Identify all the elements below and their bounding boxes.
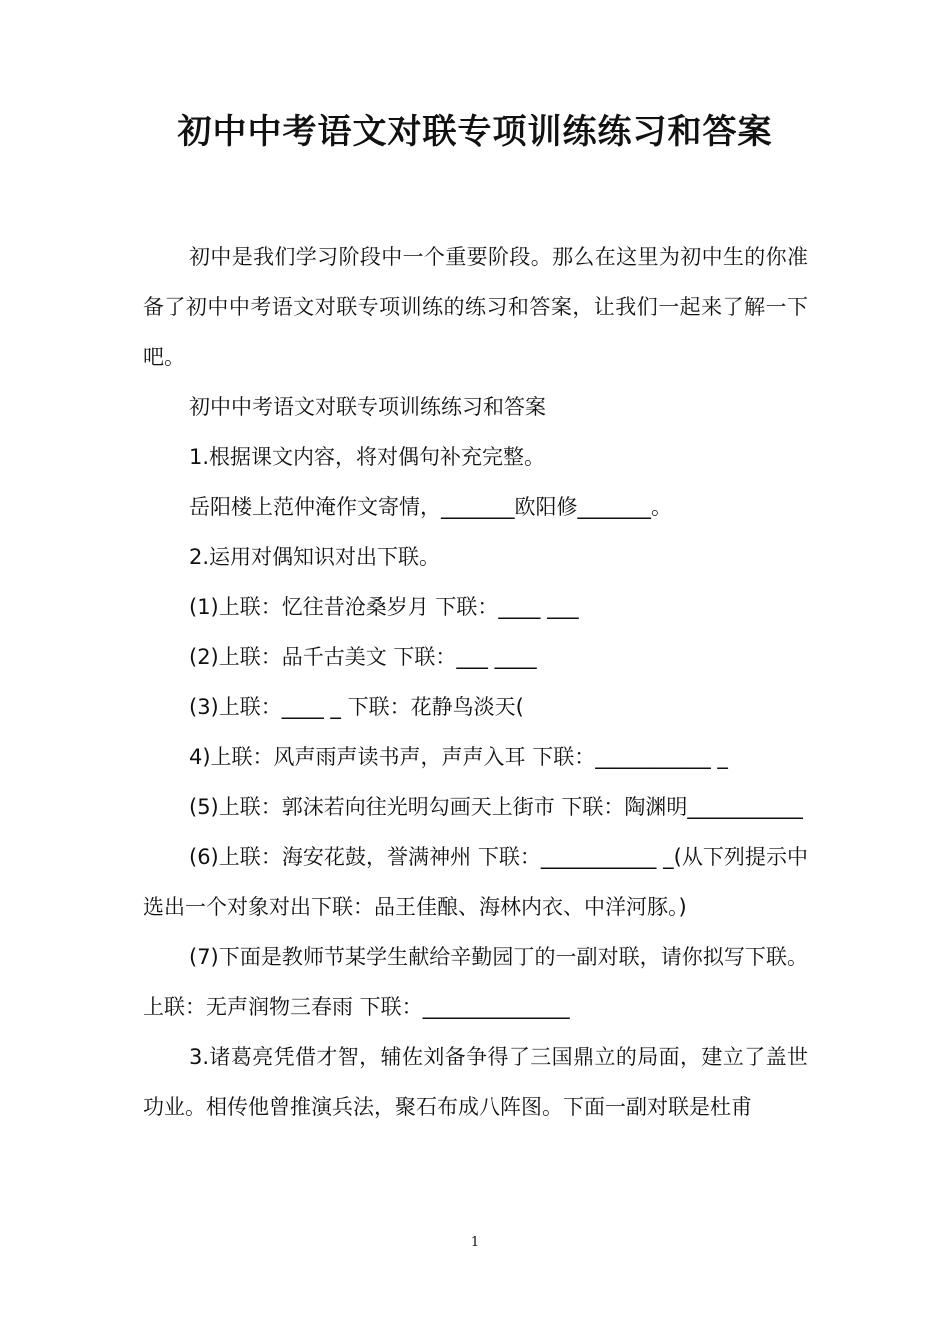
paragraph-question-1: 1.根据课文内容，将对偶句补充完整。 <box>189 445 546 469</box>
paragraph-question-3: 3.诸葛亮凭借才智，辅佐刘备争得了三国鼎立的局面，建立了盖世功业。相传他曾推演兵法，聚石布成八阵图。下面一副对联是杜甫 <box>143 1045 808 1119</box>
paragraph-couplet-7: (7)下面是教师节某学生献给辛勤园丁的一副对联，请你拟写下联。上联：无声润物三春雨 下联：______________ <box>143 945 808 1019</box>
paragraph-subtitle: 初中中考语文对联专项训练练习和答案 <box>189 395 546 419</box>
paragraph-couplet-1: (1)上联：忆往昔沧桑岁月 下联：____ ___ <box>189 595 579 619</box>
paragraph-couplet-2: (2)上联：品千古美文 下联：___ ____ <box>189 645 537 669</box>
paragraph-question-1-item: 岳阳楼上范仲淹作文寄情，_______欧阳修_______。 <box>189 495 672 519</box>
paragraph-couplet-6: (6)上联：海安花鼓，誉满神州 下联：___________ _(从下列提示中选出一个对象对出下联：品王佳酿、海林内衣、中洋河豚。) <box>143 845 808 919</box>
document-title: 初中中考语文对联专项训练练习和答案 <box>177 112 773 152</box>
page-number: 1 <box>470 1235 480 1250</box>
paragraph-couplet-5: (5)上联：郭沫若向往光明勾画天上街市 下联：陶渊明___________ <box>189 795 803 819</box>
paragraph-intro: 初中是我们学习阶段中一个重要阶段。那么在这里为初中生的你准备了初中中考语文对联专项训练的练习和答案，让我们一起来了解一下吧。 <box>143 245 808 369</box>
document-body <box>143 232 808 1132</box>
paragraph-couplet-3: (3)上联：____ _ 下联：花静鸟淡天( <box>189 695 524 719</box>
paragraph-couplet-4: 4)上联：风声雨声读书声，声声入耳 下联：___________ _ <box>189 745 728 769</box>
paragraph-question-2: 2.运用对偶知识对出下联。 <box>189 545 441 569</box>
